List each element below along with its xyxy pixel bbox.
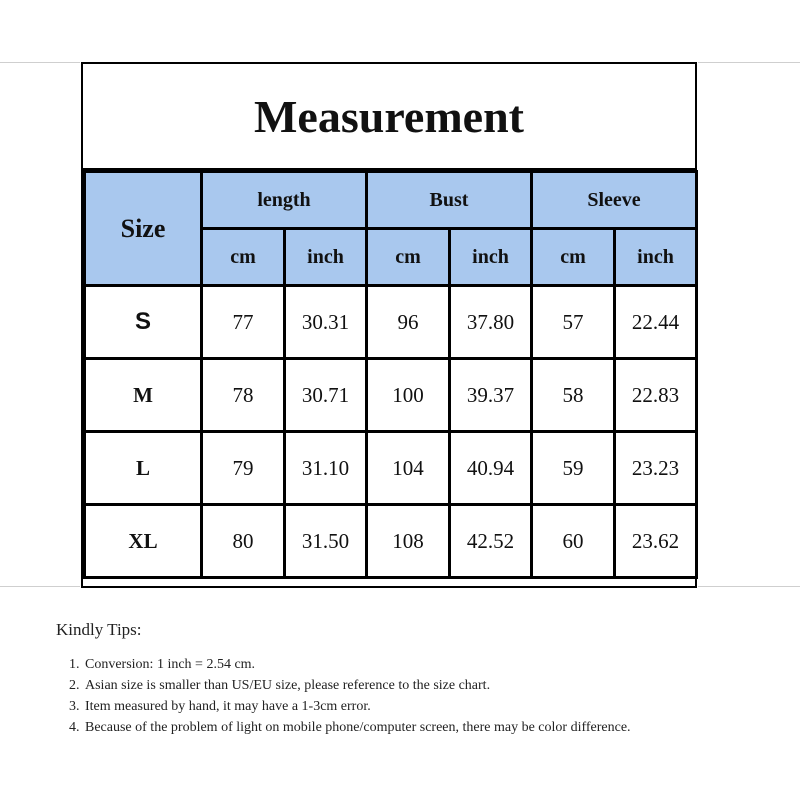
tips-list <box>56 654 696 738</box>
table-cell: 104 <box>367 432 450 505</box>
unit-header: inch <box>285 229 367 286</box>
size-table <box>83 170 698 579</box>
table-cell: 78 <box>202 359 285 432</box>
table-cell: 60 <box>532 505 615 578</box>
tip-item: 4. Because of the problem of light on mobile phone/computer screen, there may be color difference. <box>83 717 696 738</box>
table-cell: 30.71 <box>285 359 367 432</box>
size-chart <box>81 62 697 588</box>
table-cell: 31.50 <box>285 505 367 578</box>
unit-header: cm <box>367 229 450 286</box>
unit-header: inch <box>615 229 697 286</box>
size-cell: L <box>85 432 202 505</box>
sleeve-group-header: Sleeve <box>532 172 697 229</box>
size-cell: S <box>85 286 202 359</box>
table-cell: 59 <box>532 432 615 505</box>
size-cell: M <box>85 359 202 432</box>
tip-item: 3. Item measured by hand, it may have a 1-3cm error. <box>83 696 696 717</box>
tip-item: 2. Asian size is smaller than US/EU size, please reference to the size chart. <box>83 675 696 696</box>
table-cell: 80 <box>202 505 285 578</box>
table-cell: 108 <box>367 505 450 578</box>
size-column-header: Size <box>85 172 202 286</box>
table-cell: 22.44 <box>615 286 697 359</box>
tip-item: 1. Conversion: 1 inch = 2.54 cm. <box>83 654 696 675</box>
table-cell: 23.62 <box>615 505 697 578</box>
table-cell: 96 <box>367 286 450 359</box>
table-cell: 30.31 <box>285 286 367 359</box>
table-row <box>85 505 697 578</box>
divider-left-top <box>0 62 80 63</box>
header-row-groups <box>85 172 697 229</box>
table-row <box>85 286 697 359</box>
divider-left-bottom <box>0 586 80 587</box>
table-cell: 40.94 <box>450 432 532 505</box>
unit-header: inch <box>450 229 532 286</box>
divider-right-bottom <box>698 586 800 587</box>
table-row <box>85 432 697 505</box>
table-cell: 77 <box>202 286 285 359</box>
table-cell: 42.52 <box>450 505 532 578</box>
tips-title: Kindly Tips: <box>56 620 142 639</box>
table-cell: 100 <box>367 359 450 432</box>
table-cell: 31.10 <box>285 432 367 505</box>
bust-group-header: Bust <box>367 172 532 229</box>
length-group-header: length <box>202 172 367 229</box>
table-cell: 23.23 <box>615 432 697 505</box>
table-cell: 37.80 <box>450 286 532 359</box>
kindly-tips <box>56 620 696 738</box>
chart-title: Measurement <box>83 64 695 170</box>
table-cell: 57 <box>532 286 615 359</box>
table-row <box>85 359 697 432</box>
divider-right-top <box>698 62 800 63</box>
table-cell: 58 <box>532 359 615 432</box>
table-cell: 39.37 <box>450 359 532 432</box>
unit-header: cm <box>532 229 615 286</box>
unit-header: cm <box>202 229 285 286</box>
table-cell: 22.83 <box>615 359 697 432</box>
table-cell: 79 <box>202 432 285 505</box>
size-cell: XL <box>85 505 202 578</box>
